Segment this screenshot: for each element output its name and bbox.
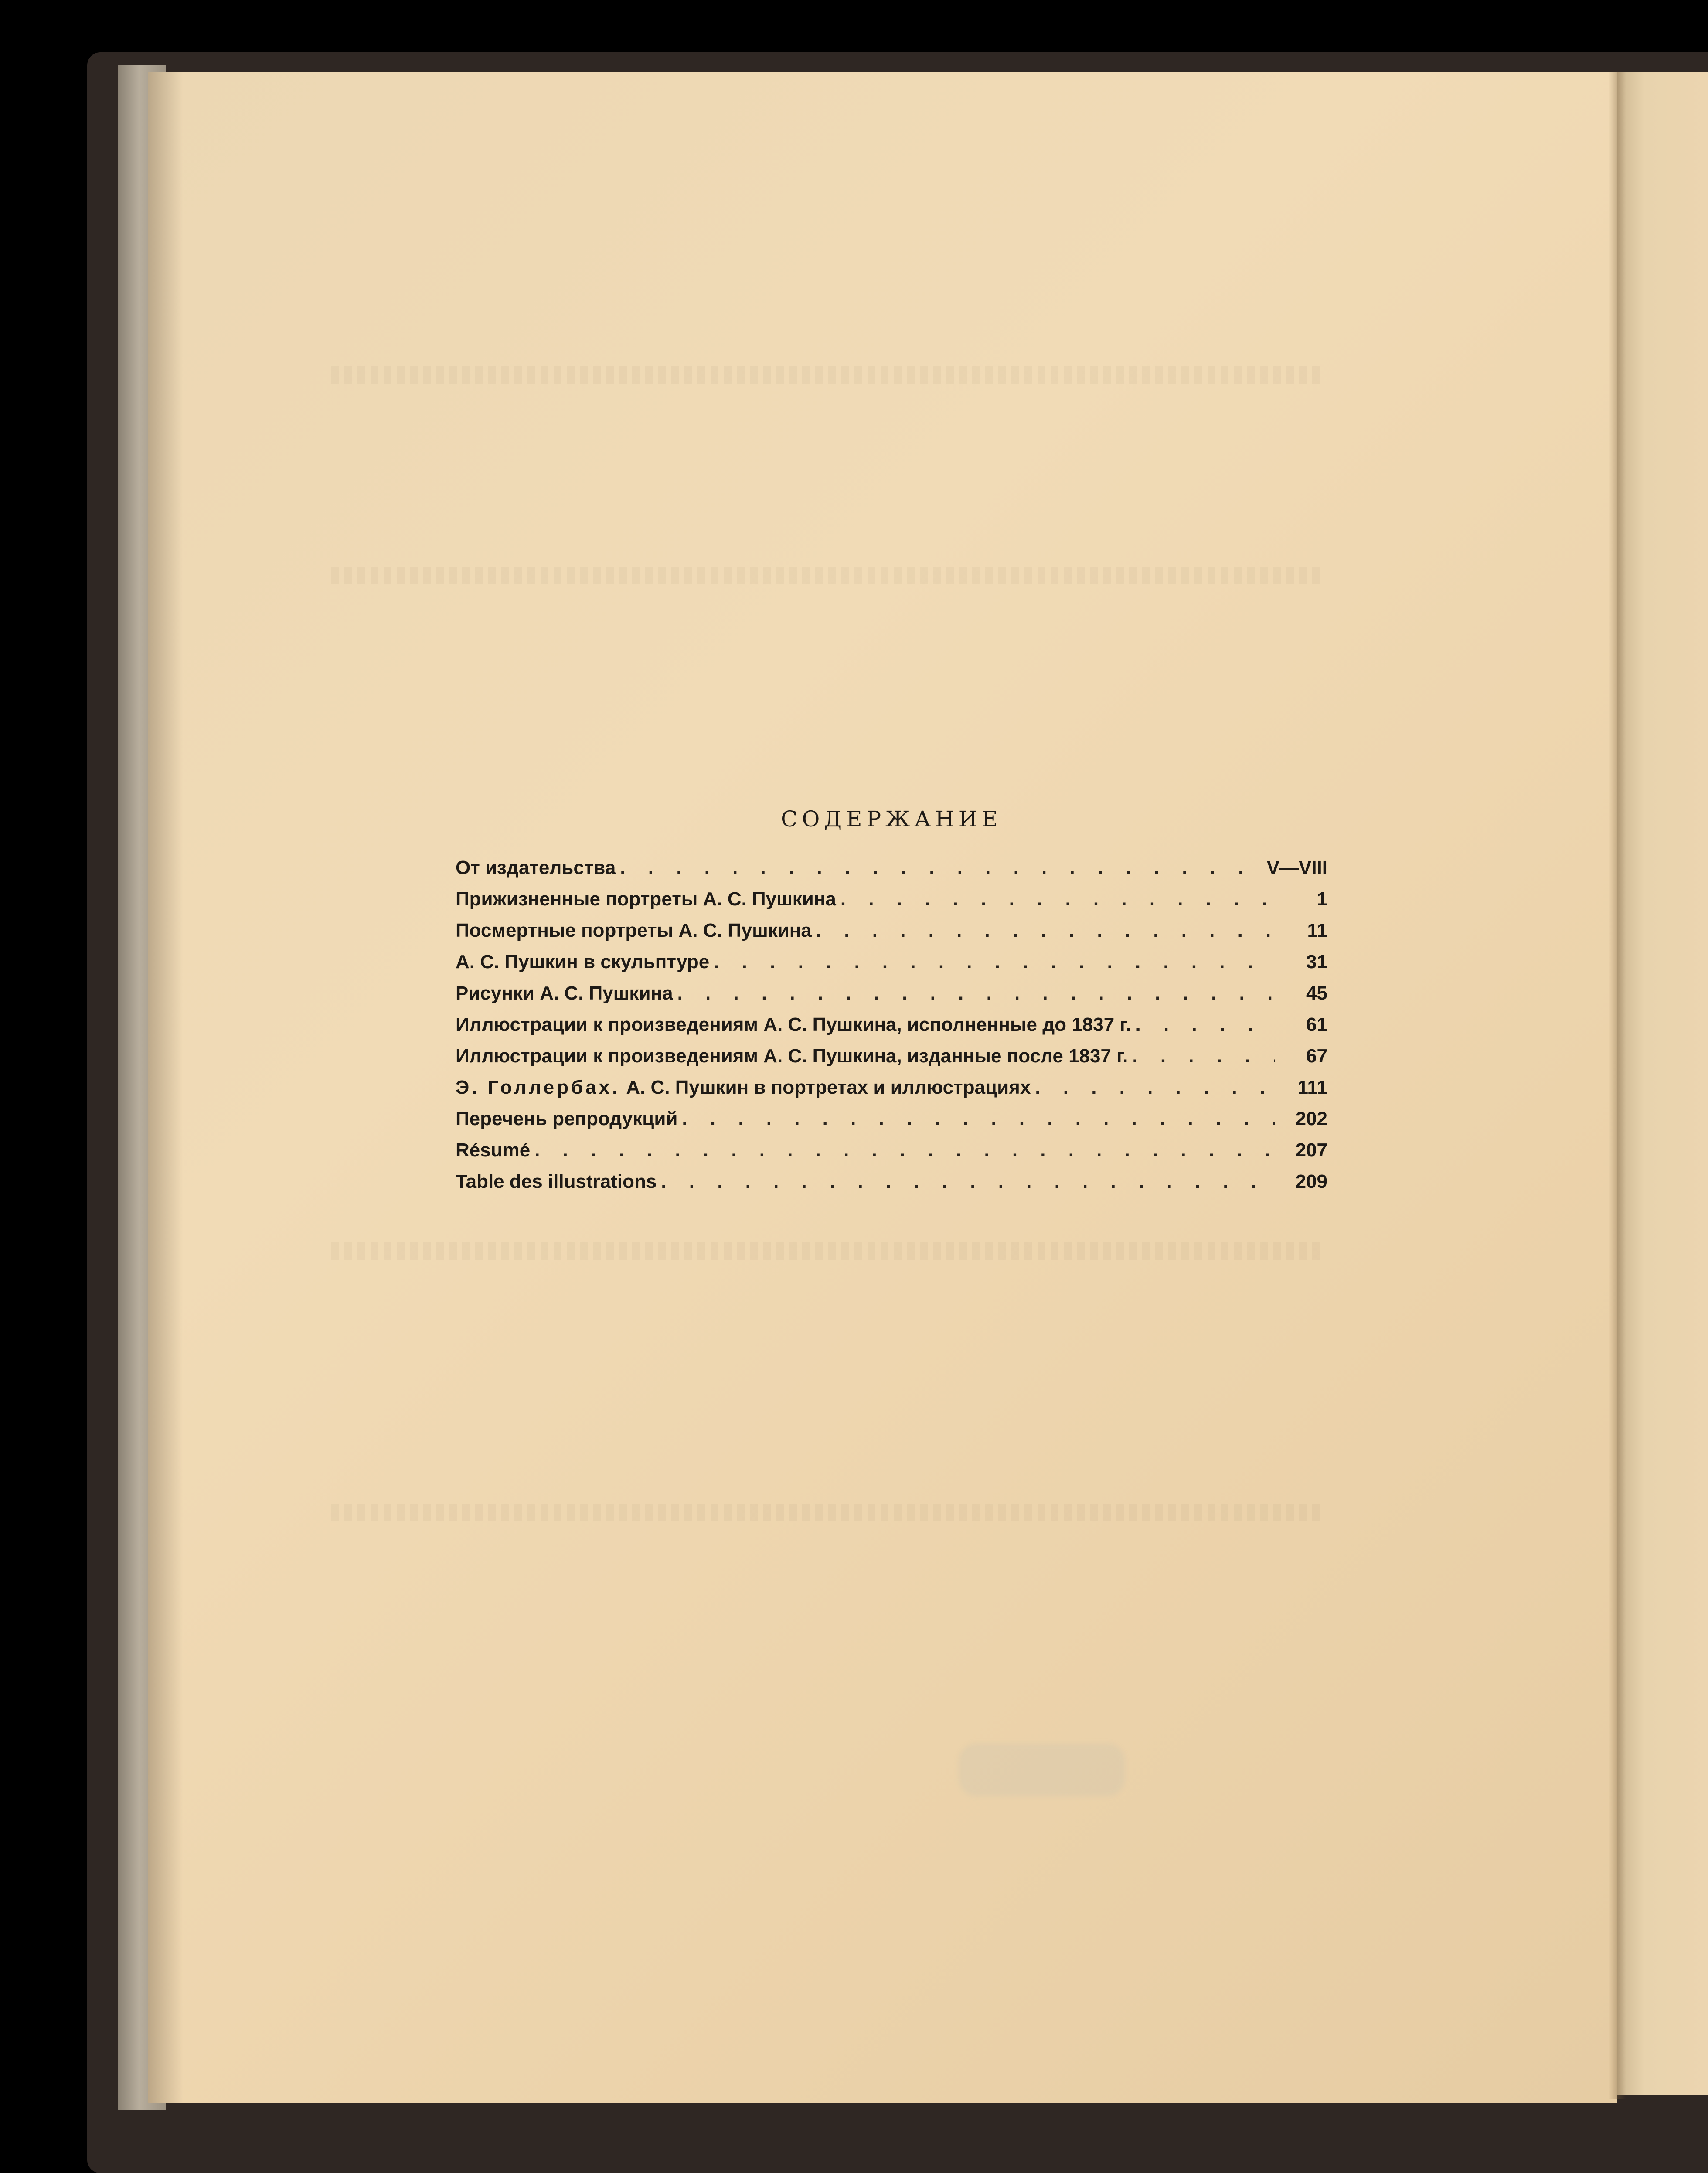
show-through-text [331,1504,1325,1521]
book-gutter [1609,72,1626,2099]
dot-leader [677,983,1275,1004]
toc-entry [456,1045,1327,1077]
toc-entry-title: Перечень репродукций [456,1108,678,1129]
toc-entry-page: 61 [1306,1014,1327,1035]
show-through-text [331,567,1325,584]
toc-entry-page: 111 [1297,1077,1327,1098]
toc-entry-title: Посмертные портреты А. С. Пушкина [456,920,812,941]
toc-entry [456,1108,1327,1139]
dot-leader [816,920,1275,942]
dot-leader [682,1108,1275,1130]
toc-entry-page: 207 [1295,1139,1327,1161]
toc-list [456,857,1327,1202]
dot-leader [840,888,1275,910]
dot-leader [714,951,1275,973]
toc-entry-page: 1 [1317,888,1327,910]
dot-leader [1035,1077,1275,1098]
page-shadow [148,72,183,2103]
toc-entry [456,1014,1327,1045]
toc-entry-page: 45 [1306,983,1327,1004]
toc-entry [456,1139,1327,1171]
show-through-text [331,366,1325,384]
toc-entry [456,920,1327,951]
toc-entry-title: От издательства [456,857,616,878]
dot-leader [1136,1014,1275,1036]
toc-entry-title: Рисунки А. С. Пушкина [456,983,673,1004]
toc-entry-page: 31 [1306,951,1327,973]
toc-entry-title: А. С. Пушкин в портретах и иллюстрациях [626,1077,1031,1098]
toc-entry-title: Прижизненные портреты А. С. Пушкина [456,888,836,910]
table-of-contents [456,806,1327,1202]
toc-heading: СОДЕРЖАНИЕ [781,806,1002,832]
toc-entry-title: Иллюстрации к произведениям А. С. Пушкина, исполненные до 1837 г. [456,1014,1131,1035]
toc-entry [456,1171,1327,1202]
facing-page-edge [1617,72,1708,2095]
dot-leader [661,1171,1275,1193]
toc-entry [456,1077,1327,1108]
toc-entry-title: Иллюстрации к произведениям А. С. Пушкина, изданные после 1837 г. [456,1045,1128,1067]
toc-entry-title: Résumé [456,1139,531,1161]
toc-entry [456,951,1327,983]
toc-entry-title: Table des illustrations [456,1171,657,1192]
toc-entry-page: 202 [1295,1108,1327,1129]
toc-entry-author: Э. Голлербах. [456,1077,620,1098]
faded-stamp [959,1744,1125,1796]
toc-entry-page: V—VIII [1266,857,1327,878]
toc-entry-page: 11 [1307,920,1327,941]
toc-entry-page: 209 [1295,1171,1327,1192]
dot-leader [1132,1045,1275,1067]
toc-entry [456,857,1327,888]
toc-entry [456,888,1327,920]
toc-entry-page: 67 [1306,1045,1327,1067]
toc-entry [456,983,1327,1014]
show-through-text [331,1242,1325,1260]
dot-leader [620,857,1262,879]
toc-entry-title: А. С. Пушкин в скульптуре [456,951,710,973]
dot-leader [534,1139,1275,1161]
